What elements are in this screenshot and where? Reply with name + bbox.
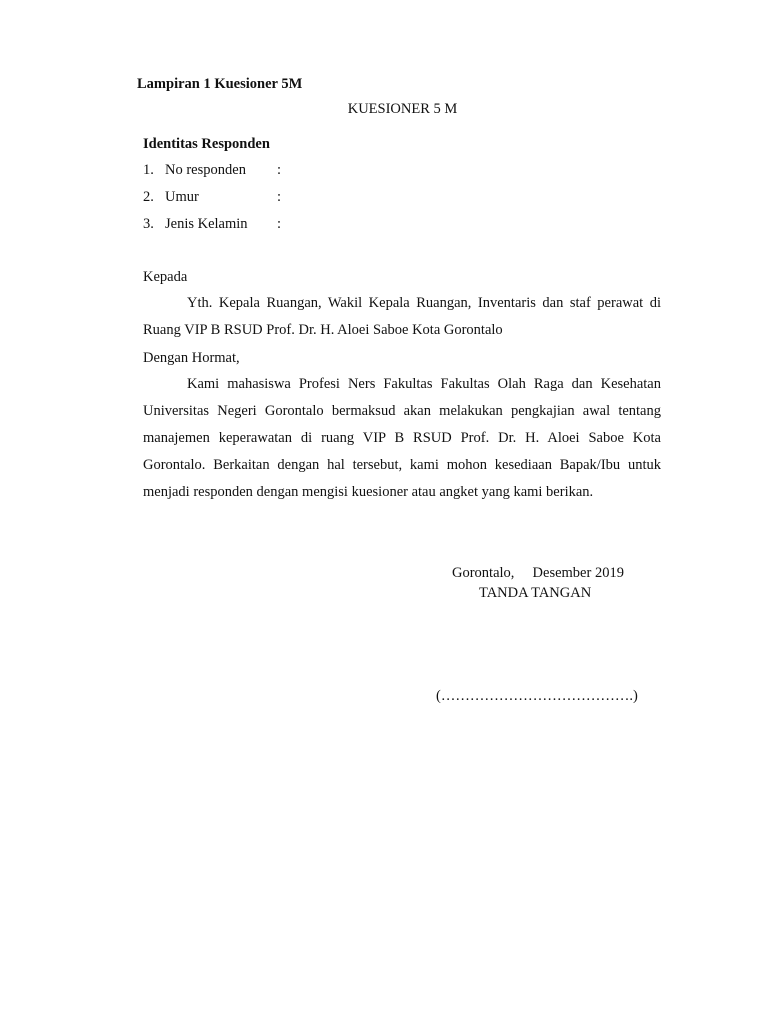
field-label-gender: Jenis Kelamin (165, 216, 248, 232)
signature-place-date: Gorontalo, Desember 2019 (452, 565, 624, 581)
list-item-number: 2. (143, 189, 154, 205)
letter-to: Kepada (143, 269, 188, 285)
letter-recipient: Yth. Kepala Ruangan, Wakil Kepala Ruangan, Inventaris dan staf perawat di Ruang VIP B RSUD Prof. Dr. H. Aloei Saboe Kota Gorontalo (143, 295, 661, 338)
list-item-number: 3. (143, 216, 154, 232)
field-label-respondent-no: No responden (165, 162, 246, 178)
letter-greeting: Dengan Hormat, (143, 350, 240, 366)
signature-label: TANDA TANGAN (479, 585, 592, 601)
list-item-number: 1. (143, 162, 154, 178)
field-colon: : (277, 216, 282, 232)
field-label-age: Umur (165, 189, 199, 205)
document-title: KUESIONER 5 M (347, 101, 458, 117)
identity-heading: Identitas Responden (143, 136, 270, 152)
attachment-label: Lampiran 1 Kuesioner 5M (137, 76, 303, 92)
letter-body: Kami mahasiswa Profesi Ners Fakultas Fakultas Olah Raga dan Kesehatan Universitas Negeri Gorontalo bermaksud akan melakukan pengkajian awal tentang manajemen keperawatan di ruang VIP B RSUD Prof. Dr. H. Aloei Saboe Kota Gorontalo. Berkaitan dengan hal tersebut, kami mohon kesediaan Bapak/Ibu untuk menjadi responden dengan mengisi kuesioner atau angket yang kami berikan. (143, 376, 661, 500)
field-colon: : (277, 162, 282, 178)
signature-line: (………………………………….) (436, 688, 638, 704)
field-colon: : (277, 189, 282, 205)
